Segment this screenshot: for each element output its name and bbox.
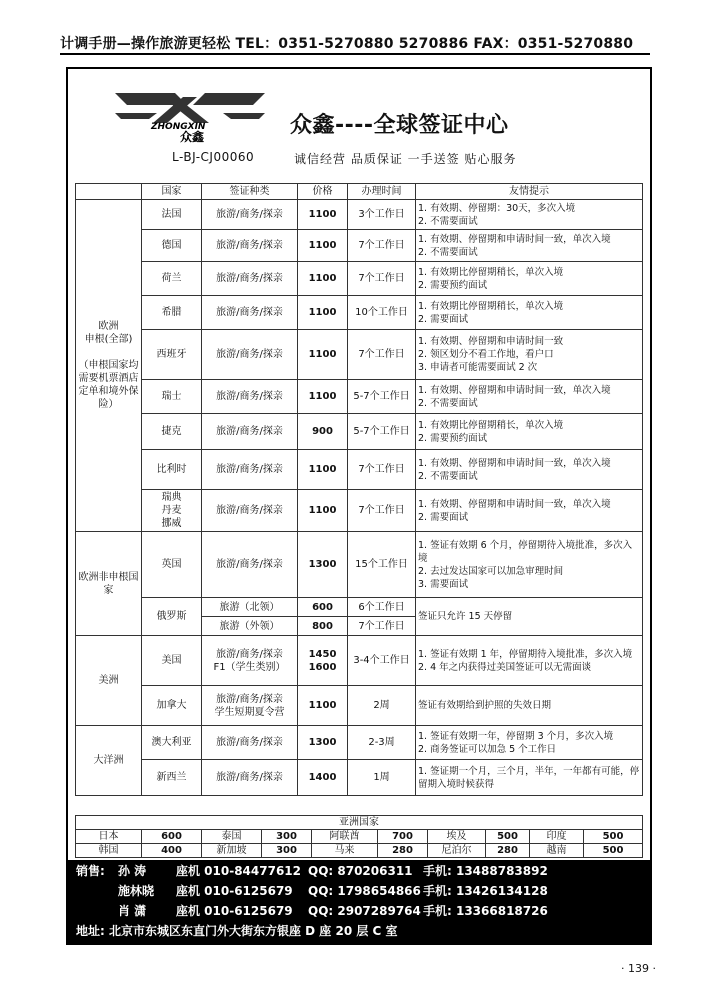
price: 1100 [298, 380, 348, 414]
tip: 1. 签证有效期 1 年，停留期待入境批准，多次入境 2. 4 年之内获得过美国签证可以无需面谈 [416, 636, 643, 686]
logo-latin-text: ZHONGXIN [151, 122, 206, 132]
visa-type: 旅游/商务/探亲 [202, 200, 298, 230]
sales-name: 肖 潇 [118, 904, 147, 918]
time: 5-7个工作日 [348, 414, 416, 450]
visa-type: 旅游/商务/探亲 [202, 532, 298, 598]
price: 1100 [298, 490, 348, 532]
table-row [76, 598, 643, 617]
time: 7个工作日 [348, 230, 416, 262]
visa-type: 旅游/商务/探亲 F1（学生类别） [202, 636, 298, 686]
country: 德国 [142, 230, 202, 262]
country: 瑞典 丹麦 挪威 [142, 490, 202, 532]
asia-cell: 300 [262, 844, 312, 858]
visa-type: 旅游/商务/探亲 [202, 726, 298, 760]
price: 900 [298, 414, 348, 450]
sales-qq: QQ: 2907289764 [308, 904, 421, 918]
country: 英国 [142, 532, 202, 598]
header-blank [76, 184, 142, 200]
tip: 1. 签证期一个月，三个月，半年，一年都有可能，停留期入境时候获得 [416, 760, 643, 796]
table-row [76, 200, 643, 230]
table-row [76, 414, 643, 450]
time: 7个工作日 [348, 617, 416, 636]
page-header: 计调手册—操作旅游更轻松 TEL：0351-5270880 5270886 FAX：0351-5270880 [60, 33, 650, 55]
asia-cell: 埃及 [428, 830, 486, 844]
time: 7个工作日 [348, 262, 416, 296]
asia-cell: 印度 [530, 830, 584, 844]
price: 1100 [298, 686, 348, 726]
col-header: 友情提示 [416, 184, 643, 200]
visa-type: 旅游/商务/探亲 [202, 296, 298, 330]
country: 新西兰 [142, 760, 202, 796]
tip: 签证有效期给到护照的失效日期 [416, 686, 643, 726]
asia-cell: 300 [262, 830, 312, 844]
time: 15个工作日 [348, 532, 416, 598]
region-non-schengen: 欧洲非申根国家 [76, 532, 142, 636]
address: 地址: 北京市东城区东直门外大街东方银座 D 座 20 层 C 室 [76, 924, 398, 938]
tip: 1. 有效期、停留期和申请时间一致，单次入境 2. 需要面试 [416, 490, 643, 532]
time: 6个工作日 [348, 598, 416, 617]
tip: 1. 有效期比停留期稍长，单次入境 2. 需要面试 [416, 296, 643, 330]
col-header: 签证种类 [202, 184, 298, 200]
price: 800 [298, 617, 348, 636]
time: 7个工作日 [348, 330, 416, 380]
asia-cell: 280 [378, 844, 428, 858]
visa-type: 旅游/商务/探亲 [202, 262, 298, 296]
price: 1400 [298, 760, 348, 796]
sales-mobile: 手机: 13426134128 [423, 884, 548, 898]
time: 7个工作日 [348, 450, 416, 490]
table-row [76, 296, 643, 330]
asia-cell: 600 [142, 830, 202, 844]
tip: 1. 有效期、停留期和申请时间一致，单次入境 2. 不需要面试 [416, 380, 643, 414]
asia-cell: 泰国 [202, 830, 262, 844]
country: 澳大利亚 [142, 726, 202, 760]
price: 1300 [298, 532, 348, 598]
visa-type: 旅游/商务/探亲 [202, 230, 298, 262]
asia-cell: 尼泊尔 [428, 844, 486, 858]
visa-type: 旅游（外领） [202, 617, 298, 636]
asia-cell: 280 [486, 844, 530, 858]
tip: 1. 有效期、停留期：30天，多次入境 2. 不需要面试 [416, 200, 643, 230]
visa-type: 旅游/商务/探亲 学生短期夏令营 [202, 686, 298, 726]
table-row [76, 230, 643, 262]
sales-phone: 座机 010-6125679 [176, 904, 293, 918]
tip: 1. 有效期比停留期稍长，单次入境 2. 需要预约面试 [416, 414, 643, 450]
tip: 1. 有效期、停留期和申请时间一致 2. 领区划分不看工作地，看户口 3. 申请者可能需要面试 2 次 [416, 330, 643, 380]
time: 3-4个工作日 [348, 636, 416, 686]
product-code: L-BJ-CJ00060 [172, 150, 255, 164]
asia-cell: 新加坡 [202, 844, 262, 858]
zhongxin-logo [105, 85, 275, 143]
price: 600 [298, 598, 348, 617]
tip: 1. 签证有效期 6 个月，停留期待入境批准，多次入境 2. 去过发达国家可以加急审理时间 3. 需要面试 [416, 532, 643, 598]
region-oceania: 大洋洲 [76, 726, 142, 796]
time: 2周 [348, 686, 416, 726]
visa-type: 旅游/商务/探亲 [202, 414, 298, 450]
region-america: 美洲 [76, 636, 142, 726]
slogan: 诚信经营 品质保证 一手送签 贴心服务 [294, 152, 517, 166]
table-row [76, 450, 643, 490]
asia-title: 亚洲国家 [76, 816, 643, 830]
country: 西班牙 [142, 330, 202, 380]
asia-cell: 日本 [76, 830, 142, 844]
brand-title: 众鑫----全球签证中心 [290, 113, 509, 138]
visa-type: 旅游（北领） [202, 598, 298, 617]
sales-qq: QQ: 1798654866 [308, 884, 421, 898]
price: 1100 [298, 450, 348, 490]
sales-phone: 座机 010-6125679 [176, 884, 293, 898]
region-schengen: 欧洲 申根(全部) （申根国家均需要机票酒店定单和境外保险） [76, 200, 142, 532]
asia-cell: 500 [584, 830, 643, 844]
price: 1300 [298, 726, 348, 760]
col-header: 价格 [298, 184, 348, 200]
asia-row [76, 830, 643, 844]
country: 加拿大 [142, 686, 202, 726]
asia-cell: 马来 [312, 844, 378, 858]
time: 2-3周 [348, 726, 416, 760]
time: 10个工作日 [348, 296, 416, 330]
visa-type: 旅游/商务/探亲 [202, 450, 298, 490]
col-header: 办理时间 [348, 184, 416, 200]
sales-phone: 座机 010-84477612 [176, 864, 302, 878]
country: 瑞士 [142, 380, 202, 414]
time: 1周 [348, 760, 416, 796]
table-row [76, 726, 643, 760]
asia-cell: 越南 [530, 844, 584, 858]
asia-cell: 400 [142, 844, 202, 858]
table-row [76, 760, 643, 796]
price: 1100 [298, 296, 348, 330]
table-header-row [76, 184, 643, 200]
logo-cn-text: 众鑫 [180, 130, 205, 143]
price: 1100 [298, 330, 348, 380]
sales-mobile: 手机: 13488783892 [423, 864, 548, 878]
tip: 1. 有效期、停留期和申请时间一致，单次入境 2. 不需要面试 [416, 450, 643, 490]
asia-cell: 500 [486, 830, 530, 844]
col-header: 国家 [142, 184, 202, 200]
country: 比利时 [142, 450, 202, 490]
sales-qq: QQ: 870206311 [308, 864, 413, 878]
time: 5-7个工作日 [348, 380, 416, 414]
sales-label: 销售: [76, 864, 105, 878]
price: 1100 [298, 230, 348, 262]
asia-row [76, 844, 643, 858]
asia-cell: 韩国 [76, 844, 142, 858]
table-row [76, 490, 643, 532]
country: 希腊 [142, 296, 202, 330]
visa-type: 旅游/商务/探亲 [202, 760, 298, 796]
sales-name: 施林晓 [118, 884, 155, 898]
visa-type: 旅游/商务/探亲 [202, 380, 298, 414]
visa-type: 旅游/商务/探亲 [202, 330, 298, 380]
tip: 1. 有效期、停留期和申请时间一致，单次入境 2. 不需要面试 [416, 230, 643, 262]
table-row [76, 636, 643, 686]
sales-mobile: 手机: 13366818726 [423, 904, 548, 918]
table-row [76, 380, 643, 414]
table-row [76, 532, 643, 598]
visa-type: 旅游/商务/探亲 [202, 490, 298, 532]
price: 1450 1600 [298, 636, 348, 686]
asia-cell: 700 [378, 830, 428, 844]
country: 俄罗斯 [142, 598, 202, 636]
asia-cell: 500 [584, 844, 643, 858]
price: 1100 [298, 262, 348, 296]
table-row [76, 686, 643, 726]
sales-name: 孙 涛 [118, 864, 147, 878]
table-row [76, 330, 643, 380]
country: 法国 [142, 200, 202, 230]
country: 荷兰 [142, 262, 202, 296]
sales-contact-box [68, 860, 650, 943]
tip: 1. 有效期比停留期稍长，单次入境 2. 需要预约面试 [416, 262, 643, 296]
asia-cell: 阿联酋 [312, 830, 378, 844]
price: 1100 [298, 200, 348, 230]
time: 3个工作日 [348, 200, 416, 230]
tip: 签证只允许 15 天停留 [416, 598, 643, 636]
tip: 1. 签证有效期一年，停留期 3 个月，多次入境 2. 商务签证可以加急 5 个工作日 [416, 726, 643, 760]
page-number: · 139 · [621, 962, 656, 975]
asia-table [75, 815, 643, 858]
table-row [76, 262, 643, 296]
country: 捷克 [142, 414, 202, 450]
time: 7个工作日 [348, 490, 416, 532]
visa-table [75, 183, 643, 796]
country: 美国 [142, 636, 202, 686]
